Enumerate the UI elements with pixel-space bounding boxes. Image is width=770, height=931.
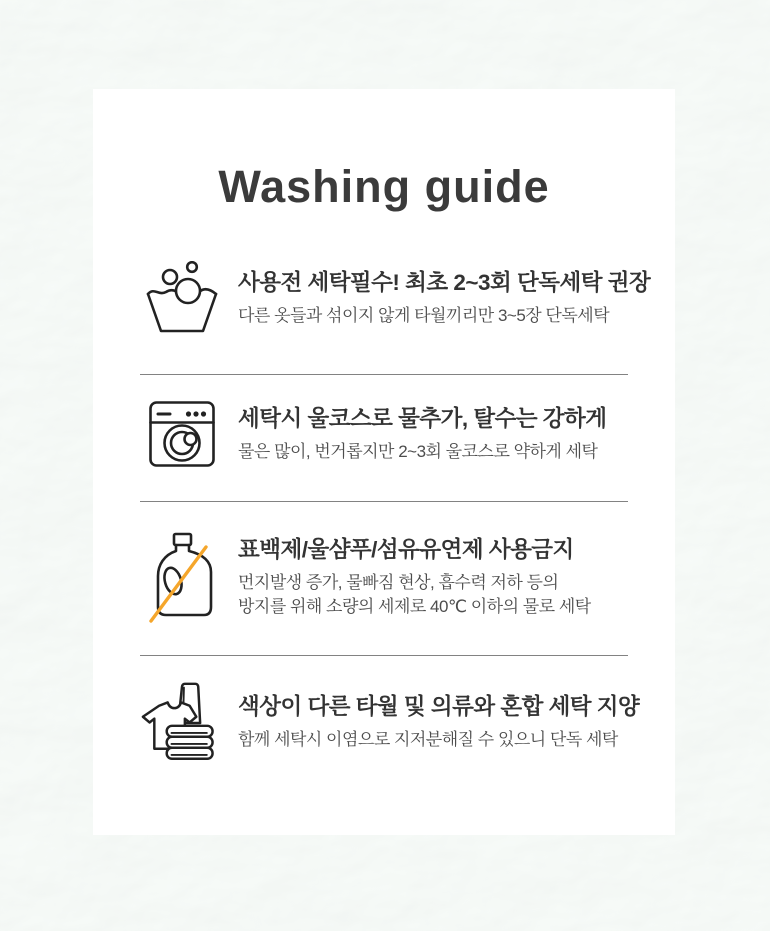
section-heading: 세탁시 울코스로 물추가, 탈수는 강하게 — [238, 405, 607, 431]
section-description-line: 먼지발생 증가, 물빠짐 현상, 흡수력 저하 등의 — [238, 573, 559, 592]
wash-basin-icon — [140, 261, 224, 335]
divider — [140, 374, 628, 375]
divider — [140, 655, 628, 656]
section-heading: 색상이 다른 타월 및 의류와 혼합 세탁 지양 — [238, 693, 640, 719]
guide-row-separate-wash — [140, 679, 640, 765]
washing-machine-icon — [140, 401, 224, 467]
section-description: 다른 옷들과 섞이지 않게 타월끼리만 3~5장 단독세탁 — [238, 306, 610, 326]
mixed-laundry-icon — [140, 679, 224, 765]
washing-guide-card — [93, 89, 675, 835]
section-heading: 사용전 세탁필수! 최초 2~3회 단독세탁 권장 — [238, 269, 651, 295]
section-description: 함께 세탁시 이염으로 지저분해질 수 있으니 단독 세탁 — [238, 730, 618, 750]
section-heading: 표백제/울샴푸/섬유유연제 사용금지 — [238, 536, 574, 562]
divider — [140, 501, 628, 502]
guide-sections — [93, 261, 675, 765]
section-description-line: 방지를 위해 소량의 세제로 40℃ 이하의 물로 세탁 — [238, 597, 591, 617]
guide-row-wool-course — [140, 401, 628, 467]
guide-row-prewash — [140, 261, 651, 335]
section-description: 물은 많이, 번거롭지만 2~3회 울코스로 약하게 세탁 — [238, 442, 598, 462]
guide-row-no-detergent — [140, 530, 628, 624]
detergent-prohibited-icon — [140, 530, 224, 624]
page-title: Washing guide — [218, 161, 550, 212]
